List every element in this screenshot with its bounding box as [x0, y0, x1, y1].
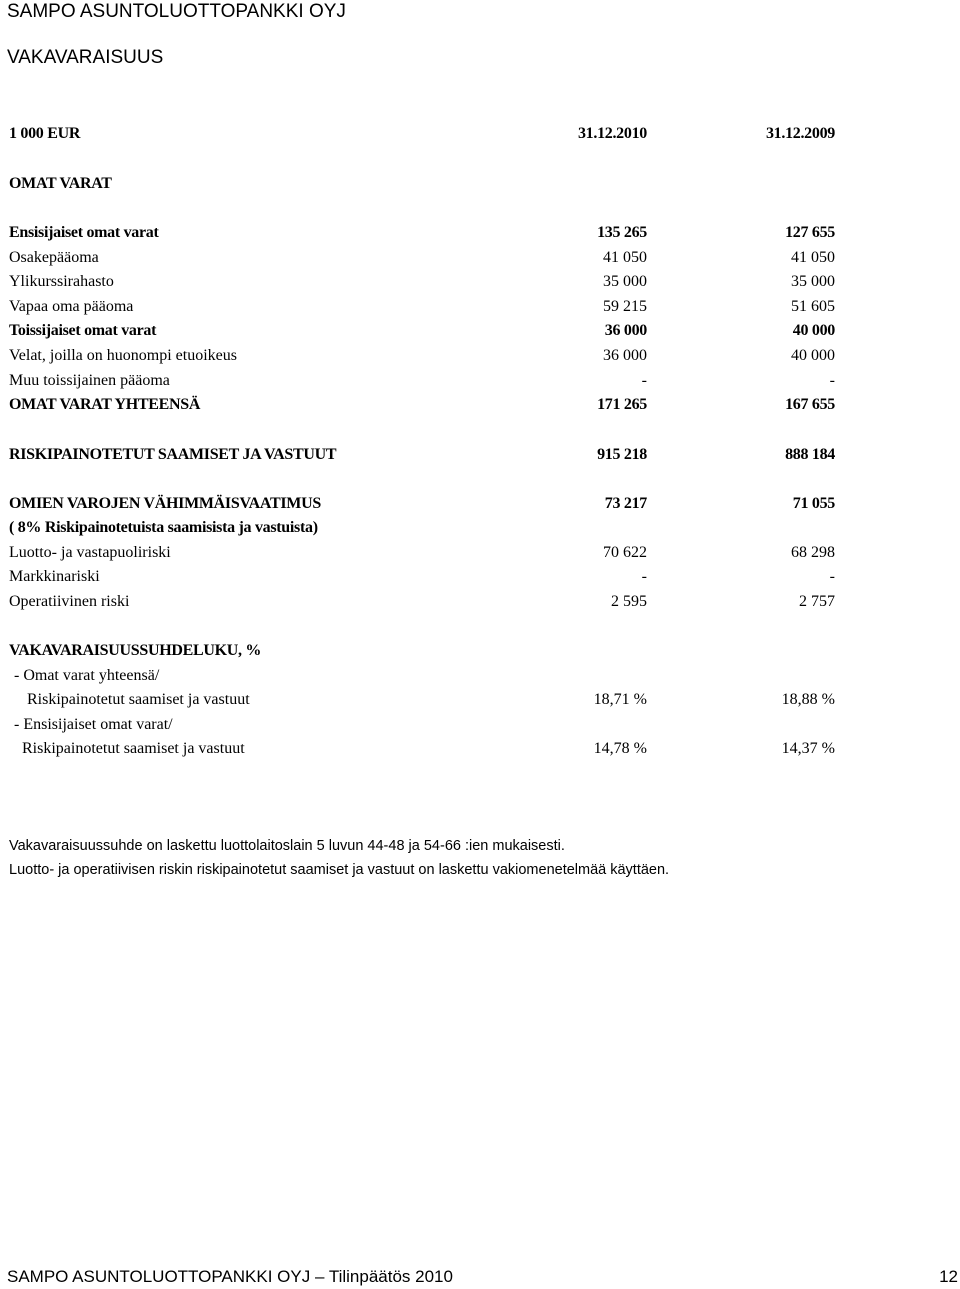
value-2010: 135 265: [597, 224, 647, 241]
row-label: Toissijaiset omat varat: [9, 322, 157, 339]
value-2009: 127 655: [785, 224, 835, 241]
table-row: [0, 737, 960, 761]
value-2009: -: [829, 568, 835, 585]
unit-header: 1 000 EUR: [9, 125, 81, 142]
table-row: [0, 590, 960, 614]
column-header-2010: 31.12.2010: [577, 125, 647, 142]
row-label: Vapaa oma pääoma: [9, 298, 134, 315]
value-2010: 70 622: [603, 544, 647, 561]
row-label: Operatiivinen riski: [9, 593, 130, 610]
value-2009: 71 055: [792, 495, 835, 512]
value-2009: 40 000: [792, 322, 835, 339]
value-2010: 171 265: [597, 396, 647, 413]
table-row: [0, 688, 960, 712]
table-row: [0, 639, 960, 663]
table-row: [0, 393, 960, 417]
row-label: Riskipainotetut saamiset ja vastuut: [22, 740, 245, 757]
row-label: Ylikurssirahasto: [9, 273, 114, 290]
row-label: Luotto- ja vastapuoliriski: [9, 544, 171, 561]
value-2009: 35 000: [791, 273, 835, 290]
value-2010: -: [641, 372, 647, 389]
value-2009: 51 605: [791, 298, 835, 315]
value-2010: 915 218: [597, 446, 647, 463]
row-label: VAKAVARAISUUSSUHDELUKU, %: [9, 642, 262, 659]
value-2009: 167 655: [785, 396, 835, 413]
page-number: 12: [939, 1267, 958, 1286]
table-row: [0, 172, 960, 196]
value-2009: 18,88 %: [781, 691, 835, 708]
table-row: [0, 221, 960, 245]
row-label: Ensisijaiset omat varat: [9, 224, 159, 241]
value-2010: 14,78 %: [593, 740, 647, 757]
company-name: SAMPO ASUNTOLUOTTOPANKKI OYJ: [7, 1, 346, 22]
page-footer: SAMPO ASUNTOLUOTTOPANKKI OYJ – Tilinpäätös 2010: [7, 1267, 453, 1286]
table-row: [0, 319, 960, 343]
row-label: Muu toissijainen pääoma: [9, 372, 170, 389]
value-2010: 18,71 %: [593, 691, 647, 708]
note-standard-method: Luotto- ja operatiivisen riskin riskipainotetut saamiset ja vastuut on laskettu vakiomenetelmää käyttäen.: [9, 862, 670, 878]
row-label: OMAT VARAT YHTEENSÄ: [9, 396, 201, 413]
value-2009: -: [829, 372, 835, 389]
row-label: Markkinariski: [9, 568, 100, 585]
value-2009: 2 757: [799, 593, 835, 610]
row-label: OMIEN VAROJEN VÄHIMMÄISVAATIMUS: [9, 495, 321, 512]
value-2010: 36 000: [604, 322, 647, 339]
note-calculation-basis: Vakavaraisuussuhde on laskettu luottolaitoslain 5 luvun 44-48 ja 54-66 :ien mukaisesti.: [9, 838, 565, 854]
report-title: VAKAVARAISUUS: [7, 47, 164, 68]
table-row: [0, 713, 960, 737]
row-label: ( 8% Riskipainotetuista saamisista ja vastuista): [9, 519, 318, 536]
row-label: Riskipainotetut saamiset ja vastuut: [27, 691, 250, 708]
table-row: [0, 295, 960, 319]
value-2010: 41 050: [603, 249, 647, 266]
value-2010: 35 000: [603, 273, 647, 290]
table-row: [0, 516, 960, 540]
table-row: [0, 344, 960, 368]
value-2010: 2 595: [611, 593, 647, 610]
table-row: [0, 246, 960, 270]
table-row: [0, 565, 960, 589]
table-row: [0, 270, 960, 294]
value-2010: -: [641, 568, 647, 585]
table-row: [0, 541, 960, 565]
value-2009: 68 298: [791, 544, 835, 561]
value-2009: 14,37 %: [781, 740, 835, 757]
row-label: - Ensisijaiset omat varat/: [14, 716, 173, 733]
value-2009: 41 050: [791, 249, 835, 266]
value-2009: 888 184: [785, 446, 835, 463]
row-label: Velat, joilla on huonompi etuoikeus: [9, 347, 237, 364]
row-label: RISKIPAINOTETUT SAAMISET JA VASTUUT: [9, 446, 337, 463]
value-2010: 73 217: [604, 495, 647, 512]
table-row: [0, 443, 960, 467]
table-header-row: [0, 122, 960, 146]
row-label: Osakepääoma: [9, 249, 99, 266]
table-row: [0, 369, 960, 393]
value-2010: 36 000: [603, 347, 647, 364]
row-label: OMAT VARAT: [9, 175, 112, 192]
row-label: - Omat varat yhteensä/: [14, 667, 160, 684]
column-header-2009: 31.12.2009: [765, 125, 835, 142]
value-2010: 59 215: [603, 298, 647, 315]
table-row: [0, 664, 960, 688]
value-2009: 40 000: [791, 347, 835, 364]
table-row: [0, 492, 960, 516]
